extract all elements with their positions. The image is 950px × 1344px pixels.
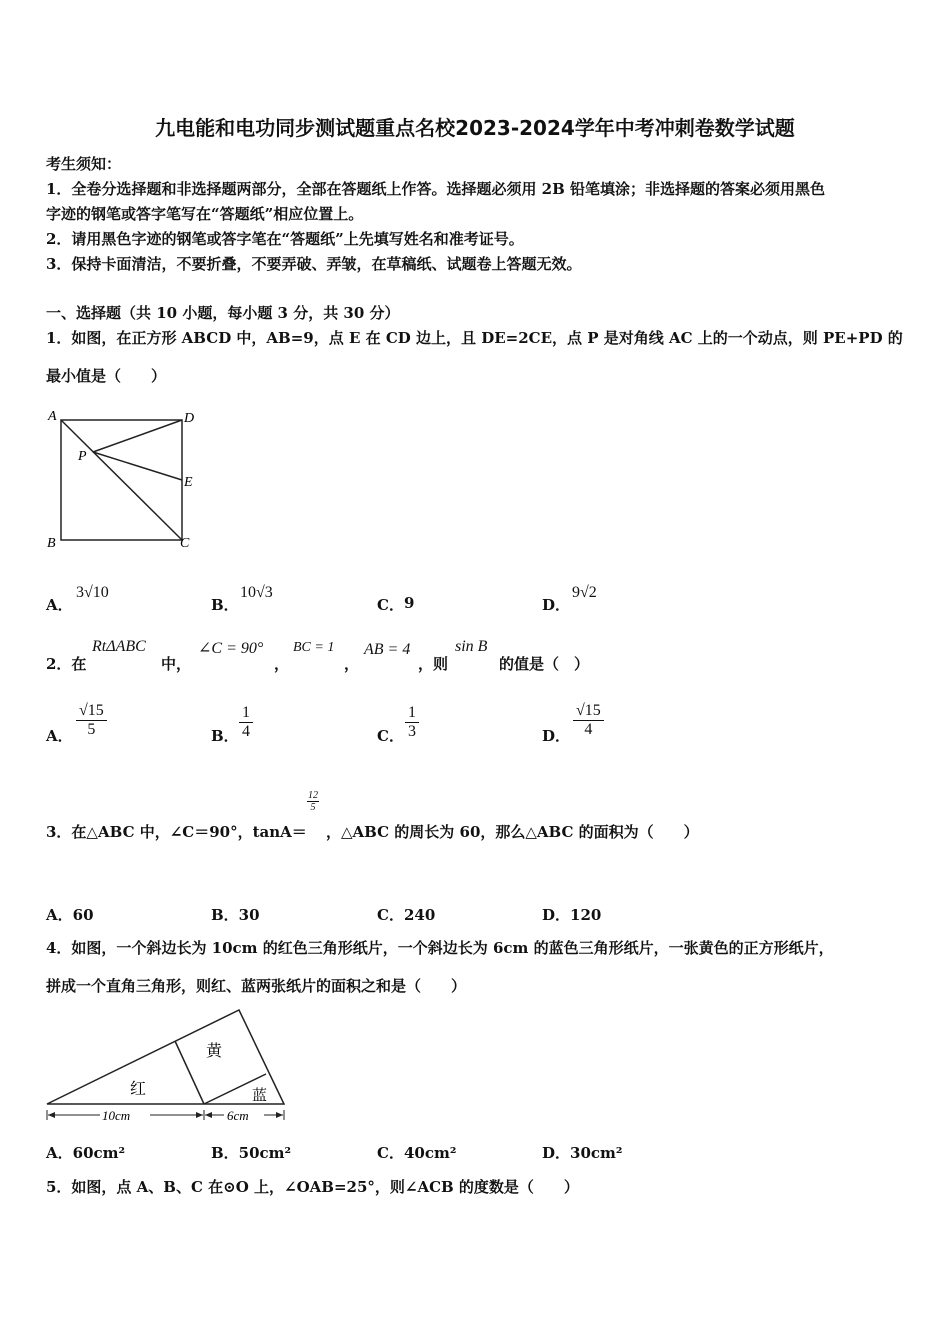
- q4-triangle-figure: [44, 1006, 290, 1126]
- q2-option-a-fraction: [76, 702, 107, 739]
- notice-item-3: 3．保持卡面清洁，不要折叠，不要弄破、弄皱，在草稿纸、试题卷上答题无效。: [46, 255, 582, 273]
- q2-option-a-denominator: 5: [87, 721, 96, 738]
- q2-option-c-numerator: 1: [405, 704, 419, 723]
- segment-pd: [93, 420, 182, 452]
- q1-option-a-label: A．: [46, 596, 73, 614]
- q3-option-c: C．240: [377, 906, 436, 924]
- q2-option-c-denominator: 3: [408, 723, 416, 740]
- outer-right-triangle: [47, 1010, 284, 1104]
- q1-option-b-value: 10√3: [240, 584, 273, 601]
- q1-option-a-value: 3√10: [76, 584, 109, 601]
- blue-label: 蓝: [252, 1088, 268, 1104]
- q3-text-before: 3．在△ABC 中，∠C＝90°，tanA＝: [46, 823, 307, 841]
- q2-suffix: 的值是（ ）: [499, 655, 590, 673]
- arrowhead: [48, 1112, 55, 1118]
- q1-option-c-label: C．: [377, 596, 404, 614]
- q2-ab: AB = 4: [364, 641, 411, 658]
- q2-bc: BC = 1: [293, 640, 335, 655]
- q2-text-mid-2: ，则: [418, 655, 449, 673]
- q3-text-after: ，△ABC 的周长为 60，那么△ABC 的面积为（ ）: [326, 823, 699, 841]
- q2-comma-1: ，: [274, 655, 290, 673]
- q1-option-b-label: B．: [211, 596, 239, 614]
- q2-text-mid-1: 中，: [161, 655, 192, 673]
- section-heading: 一、选择题（共 10 小题，每小题 3 分，共 30 分）: [46, 304, 400, 322]
- q3-option-a: A．60: [46, 906, 94, 924]
- notice-item-2: 2．请用黑色字迹的钢笔或答字笔在“答题纸”上先填写姓名和准考证号。: [46, 230, 524, 248]
- q2-option-a-numerator: √15: [76, 702, 107, 721]
- q2-option-a-label: A．: [46, 727, 73, 745]
- length-6cm-label: 6cm: [227, 1108, 249, 1123]
- q2-option-b-numerator: 1: [239, 704, 253, 723]
- q4-stem-line-2: 拼成一个直角三角形，则红、蓝两张纸片的面积之和是（ ）: [46, 977, 467, 995]
- q3-option-d: D．120: [542, 906, 602, 924]
- q2-prefix: 2．在: [46, 655, 87, 673]
- q3-fraction-denominator: 5: [310, 802, 316, 813]
- arrowhead: [276, 1112, 283, 1118]
- notice-item-1-line-2: 字迹的钢笔或答字笔写在“答题纸”相应位置上。: [46, 205, 364, 223]
- label-d: D: [184, 411, 195, 426]
- q2-sin-b: sin B: [455, 638, 488, 655]
- label-b: B: [47, 536, 56, 551]
- q2-option-c-label: C．: [377, 727, 404, 745]
- yellow-label: 黄: [206, 1043, 223, 1060]
- label-a: A: [48, 409, 57, 424]
- q5-stem: 5．如图，点 A、B、C 在⊙O 上，∠OAB=25°，则∠ACB 的度数是（ ）: [46, 1178, 579, 1196]
- q2-option-b-fraction: [239, 704, 253, 741]
- q1-stem-line-1: 1．如图，在正方形 ABCD 中，AB=9，点 E 在 CD 边上，且 DE=2CE，点 P 是对角线 AC 上的一个动点，则 PE+PD 的: [46, 329, 903, 347]
- arrowhead: [196, 1112, 203, 1118]
- q2-option-b-label: B．: [211, 727, 239, 745]
- arrowhead: [205, 1112, 212, 1118]
- q4-stem-line-1: 4．如图，一个斜边长为 10cm 的红色三角形纸片，一个斜边长为 6cm 的蓝色三角形纸片，一张黄色的正方形纸片，: [46, 939, 834, 957]
- q1-option-c-value: 9: [404, 594, 415, 612]
- q1-option-d-label: D．: [542, 596, 571, 614]
- q3-option-b: B．30: [211, 906, 260, 924]
- q2-option-d-fraction: [573, 702, 604, 739]
- q2-option-b-denominator: 4: [242, 723, 250, 740]
- q4-option-c: C．40cm²: [377, 1144, 457, 1162]
- q2-comma-2: ，: [344, 655, 360, 673]
- q2-triangle: RtΔABC: [92, 638, 146, 655]
- notice-item-1-line-1: 1．全卷分选择题和非选择题两部分，全部在答题纸上作答。选择题必须用 2B 铅笔填涂；非选择题的答案必须用黑色: [46, 180, 826, 198]
- q1-option-d-value: 9√2: [572, 584, 597, 601]
- q4-option-a: A．60cm²: [46, 1144, 126, 1162]
- notice-heading: 考生须知：: [46, 155, 122, 173]
- q1-square-figure: [44, 404, 204, 554]
- square-left-edge: [175, 1041, 204, 1104]
- q4-option-d: D．30cm²: [542, 1144, 623, 1162]
- label-p: P: [78, 449, 87, 464]
- q1-stem-line-2: 最小值是（ ）: [46, 367, 167, 385]
- q3-fraction-numerator: 12: [308, 790, 318, 801]
- diagonal-ac: [61, 420, 182, 540]
- page-title: 九电能和电功同步测试题重点名校2023-2024学年中考冲刺卷数学试题: [155, 116, 795, 140]
- q2-option-d-label: D．: [542, 727, 571, 745]
- label-e: E: [184, 475, 193, 490]
- q3-tan-fraction: [307, 790, 319, 813]
- q2-option-c-fraction: [405, 704, 419, 741]
- q2-option-d-denominator: 4: [584, 721, 593, 738]
- red-label: 红: [130, 1081, 147, 1098]
- label-c: C: [180, 536, 190, 551]
- q2-angle-c: ∠C = 90°: [198, 640, 264, 657]
- q2-option-d-numerator: √15: [573, 702, 604, 721]
- length-10cm-label: 10cm: [102, 1108, 131, 1123]
- q4-option-b: B．50cm²: [211, 1144, 292, 1162]
